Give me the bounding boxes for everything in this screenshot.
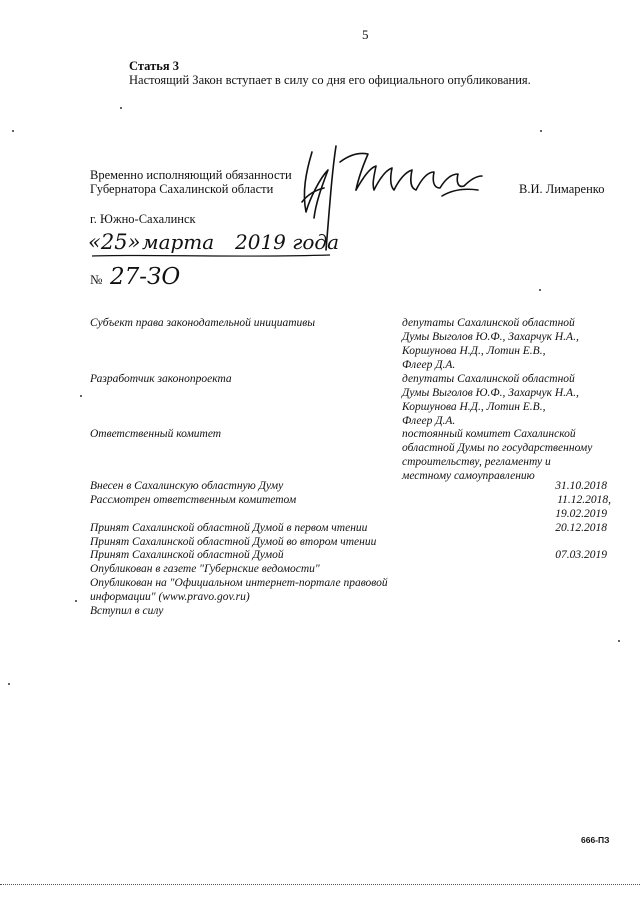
scan-speck <box>75 600 77 602</box>
committee-line: местному самоуправлению <box>402 470 535 482</box>
footer-code: 666-ПЗ <box>581 835 610 845</box>
place: г. Южно-Сахалинск <box>90 212 196 226</box>
published-portal-line2: информации" (www.pravo.gov.ru) <box>90 591 250 603</box>
second-reading-label: Принят Сахалинской областной Думой во втором чтении <box>90 536 377 548</box>
signatory-position-line1: Временно исполняющий обязанности <box>90 168 292 182</box>
subject-label: Субъект права законодательной инициативы <box>90 317 316 329</box>
committee-line: строительству, регламенту и <box>402 456 551 468</box>
date-month-handwritten: марта <box>142 230 215 254</box>
scan-edge-dots <box>0 884 640 885</box>
first-reading-date: 20.12.2018 <box>555 522 607 534</box>
page-number: 5 <box>362 27 369 42</box>
number-value-handwritten: 27-ЗО <box>110 264 181 290</box>
subject-line: депутаты Сахалинской областной <box>402 317 575 329</box>
adopted-label: Принят Сахалинской областной Думой <box>90 549 284 561</box>
adopted-date: 07.03.2019 <box>555 549 607 561</box>
scan-speck <box>618 640 620 642</box>
signatory-position-line2: Губернатора Сахалинской области <box>90 182 274 196</box>
date-year-handwritten: 2019 года <box>235 230 340 254</box>
committee-line: постоянный комитет Сахалинской <box>402 428 576 440</box>
number-label: № <box>90 272 103 287</box>
first-reading-label: Принят Сахалинской областной Думой в первом чтении <box>90 522 368 534</box>
published-newspaper-label: Опубликован в газете "Губернские ведомости" <box>90 563 320 575</box>
published-portal-line1: Опубликован на "Официальном интернет-портале правовой <box>90 577 388 589</box>
developer-label: Разработчик законопроекта <box>90 373 232 385</box>
developer-line: Коршунова Н.Д., Лотин Е.В., <box>402 401 546 413</box>
subject-line: Флеер Д.А. <box>402 359 456 371</box>
entered-force-label: Вступил в силу <box>90 605 164 617</box>
scan-speck <box>120 107 122 109</box>
signatory-name: В.И. Лимаренко <box>519 182 605 196</box>
scan-speck <box>80 395 82 397</box>
considered-label: Рассмотрен ответственным комитетом <box>90 494 297 506</box>
article-text: Настоящий Закон вступает в силу со дня его официального опубликования. <box>129 73 531 87</box>
developer-line: Думы Выголов Ю.Ф., Захарчук Н.А., <box>402 387 579 399</box>
subject-line: Коршунова Н.Д., Лотин Е.В., <box>402 345 546 357</box>
date-underline <box>92 252 332 260</box>
introduced-date: 31.10.2018 <box>555 480 607 492</box>
introduced-label: Внесен в Сахалинскую областную Думу <box>90 480 284 492</box>
developer-line: Флеер Д.А. <box>402 415 456 427</box>
article-title: Статья 3 <box>129 59 179 73</box>
date-day-handwritten: «25» <box>88 230 141 254</box>
committee-line: областной Думы по государственному <box>402 442 593 454</box>
subject-line: Думы Выголов Ю.Ф., Захарчук Н.А., <box>402 331 579 343</box>
considered-date-1: 11.12.2018, <box>557 494 611 506</box>
scan-speck <box>12 130 14 132</box>
considered-date-2: 19.02.2019 <box>555 508 607 520</box>
developer-line: депутаты Сахалинской областной <box>402 373 575 385</box>
scan-speck <box>8 683 10 685</box>
scan-speck <box>539 289 541 291</box>
scan-speck <box>540 130 542 132</box>
committee-label: Ответственный комитет <box>90 428 222 440</box>
